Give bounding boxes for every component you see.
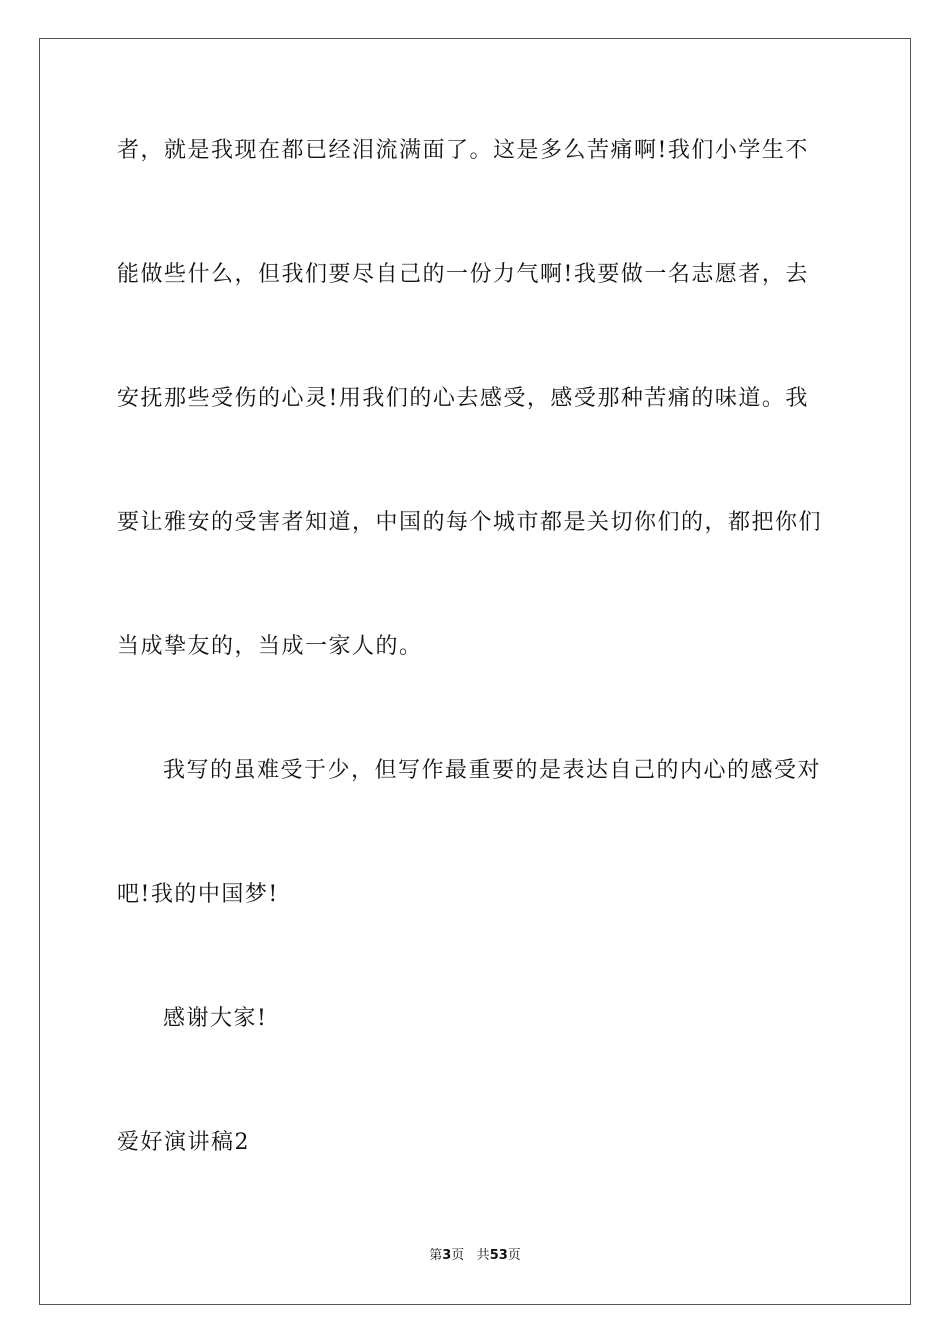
page-footer bbox=[0, 1247, 950, 1265]
footer-total-pages: 53 bbox=[489, 1248, 508, 1263]
footer-total-unit: 页 bbox=[507, 1248, 521, 1263]
body-line-5: 当成挚友的，当成一家人的。 bbox=[117, 634, 423, 659]
footer-total-prefix: 共 bbox=[476, 1248, 490, 1263]
closing-line: 感谢大家! bbox=[163, 1006, 268, 1031]
footer-page-prefix: 第 bbox=[429, 1248, 443, 1263]
footer-page-number: 3 bbox=[442, 1248, 452, 1263]
page-border bbox=[39, 38, 911, 1305]
body-line-3: 安抚那些受伤的心灵!用我们的心去感受，感受那种苦痛的味道。我 bbox=[117, 386, 809, 411]
section-heading: 爱好演讲稿2 bbox=[117, 1130, 250, 1155]
body-line-2: 能做些什么，但我们要尽自己的一份力气啊!我要做一名志愿者，去 bbox=[117, 262, 809, 287]
body-line-4: 要让雅安的受害者知道，中国的每个城市都是关切你们的，都把你们 bbox=[117, 510, 823, 535]
footer-page-unit: 页 bbox=[451, 1248, 465, 1263]
body-line-6: 我写的虽难受于少，但写作最重要的是表达自己的内心的感受对 bbox=[163, 758, 822, 783]
body-line-7: 吧!我的中国梦! bbox=[117, 882, 279, 907]
body-line-1: 者，就是我现在都已经泪流满面了。这是多么苦痛啊!我们小学生不 bbox=[117, 138, 809, 163]
